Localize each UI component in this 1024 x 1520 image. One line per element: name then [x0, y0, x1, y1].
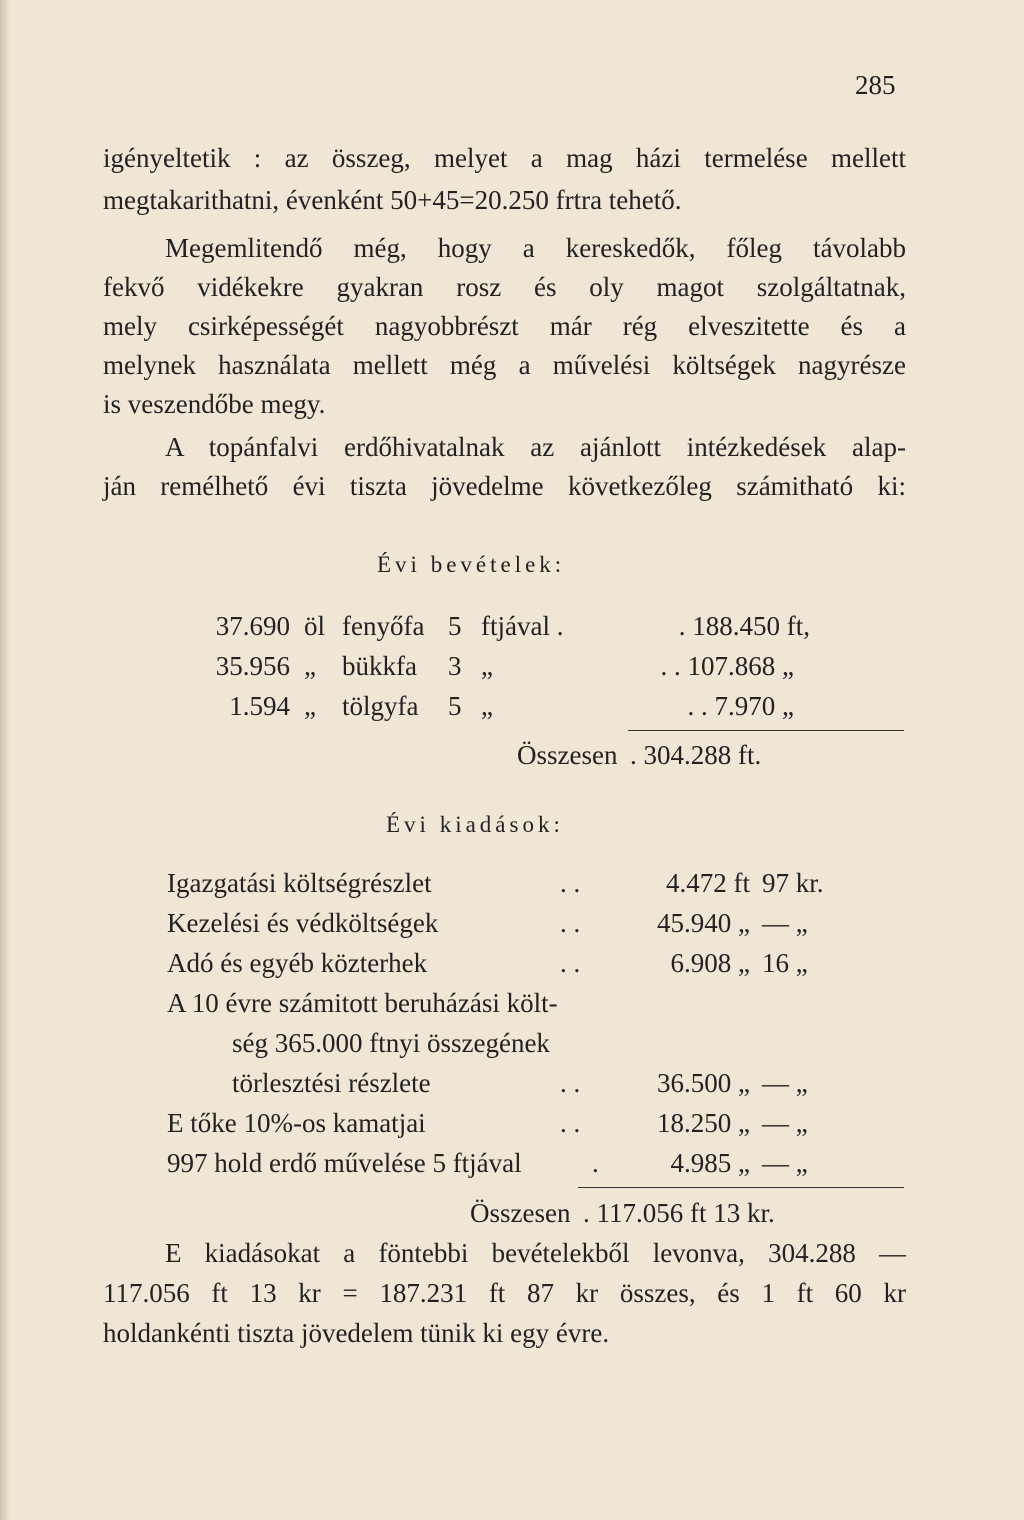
- income-n: 5: [448, 691, 462, 721]
- text-line: E kiadásokat a föntebbi bevételekből levonva, 304.288 —: [165, 1238, 906, 1268]
- text-line: fekvő vidékekre gyakran rosz és oly magot szolgáltatnak,: [103, 272, 906, 302]
- income-qty: 35.956: [215, 651, 290, 681]
- expenses-total-value: . 117.056 ft 13 kr.: [583, 1198, 775, 1228]
- expense-label: Adó és egyéb közterhek: [167, 948, 428, 978]
- expense-ft: 6.908 „: [670, 948, 750, 978]
- income-amount: . 188.450 ft,: [678, 611, 810, 641]
- expense-dots: .: [592, 1148, 599, 1178]
- page-number: 285: [855, 70, 896, 100]
- text-line: is veszendőbe megy.: [103, 389, 326, 419]
- income-rate: „: [481, 691, 493, 721]
- expense-dots: . .: [560, 868, 581, 898]
- income-heading: Évi bevételek:: [377, 552, 566, 577]
- income-item: bükkfa: [342, 651, 417, 681]
- income-amount: . . 7.970 „: [687, 691, 794, 721]
- expense-ft: 4.985 „: [670, 1148, 750, 1178]
- sum-rule: [628, 730, 904, 731]
- income-n: 5: [448, 611, 462, 641]
- income-amount: . . 107.868 „: [660, 651, 794, 681]
- expenses-heading: Évi kiadások:: [386, 812, 564, 837]
- expenses-total-label: Összesen: [470, 1198, 571, 1228]
- expense-label: E tőke 10%-os kamatjai: [167, 1108, 426, 1138]
- text-line: megtakarithatni, évenként 50+45=20.250 frtra tehető.: [103, 185, 682, 215]
- text-line: igényeltetik : az összeg, melyet a mag házi termelése mellett: [103, 143, 906, 173]
- income-n: 3: [448, 651, 462, 681]
- expense-dots: . .: [560, 1068, 581, 1098]
- expense-dots: . .: [560, 1108, 581, 1138]
- expense-label: 997 hold erdő művelése 5 ftjával: [167, 1148, 522, 1178]
- expense-kr: — „: [762, 1068, 808, 1098]
- income-rate: „: [481, 651, 493, 681]
- income-qty: 1.594: [229, 691, 290, 721]
- expense-label: ség 365.000 ftnyi összegének: [232, 1028, 550, 1058]
- sum-rule: [578, 1187, 904, 1188]
- expense-ft: 4.472 ft: [666, 868, 750, 898]
- expense-dots: . .: [560, 948, 581, 978]
- page-spine-shadow: [0, 0, 10, 1520]
- expense-kr: 16 „: [762, 948, 808, 978]
- text-line: melynek használata mellett még a művelési költségek nagyrésze: [103, 350, 906, 380]
- income-item: fenyőfa: [342, 611, 425, 641]
- expense-dots: . .: [560, 908, 581, 938]
- income-unit: „: [304, 651, 316, 681]
- income-total-value: . 304.288 ft.: [630, 740, 762, 770]
- income-item: tölgyfa: [342, 691, 419, 721]
- text-line: holdankénti tiszta jövedelem tünik ki egy évre.: [103, 1318, 610, 1348]
- expense-kr: — „: [762, 1108, 808, 1138]
- text-line: ján remélhető évi tiszta jövedelme következőleg számitható ki:: [103, 471, 906, 501]
- expense-ft: 18.250 „: [657, 1108, 750, 1138]
- income-rate: ftjával .: [481, 611, 564, 641]
- income-unit: „: [304, 691, 316, 721]
- text-line: A topánfalvi erdőhivatalnak az ajánlott intézkedések alap-: [165, 432, 906, 462]
- expense-kr: — „: [762, 908, 808, 938]
- expense-label: törlesztési részlete: [232, 1068, 431, 1098]
- income-total-label: Összesen: [517, 740, 618, 770]
- expense-ft: 45.940 „: [657, 908, 750, 938]
- expense-kr: — „: [762, 1148, 808, 1178]
- income-unit: öl: [304, 611, 326, 641]
- expense-kr: 97 kr.: [762, 868, 824, 898]
- expense-label: Kezelési és védköltségek: [167, 908, 439, 938]
- income-qty: 37.690: [215, 611, 290, 641]
- text-line: Megemlitendő még, hogy a kereskedők, főleg távolabb: [165, 233, 906, 263]
- text-line: mely csirképességét nagyobbrészt már rég elveszitette és a: [103, 311, 906, 341]
- expense-label: Igazgatási költségrészlet: [167, 868, 432, 898]
- text-line: 117.056 ft 13 kr = 187.231 ft 87 kr összes, és 1 ft 60 kr: [103, 1278, 906, 1308]
- expense-ft: 36.500 „: [657, 1068, 750, 1098]
- expense-label: A 10 évre számitott beruházási költ-: [167, 988, 558, 1018]
